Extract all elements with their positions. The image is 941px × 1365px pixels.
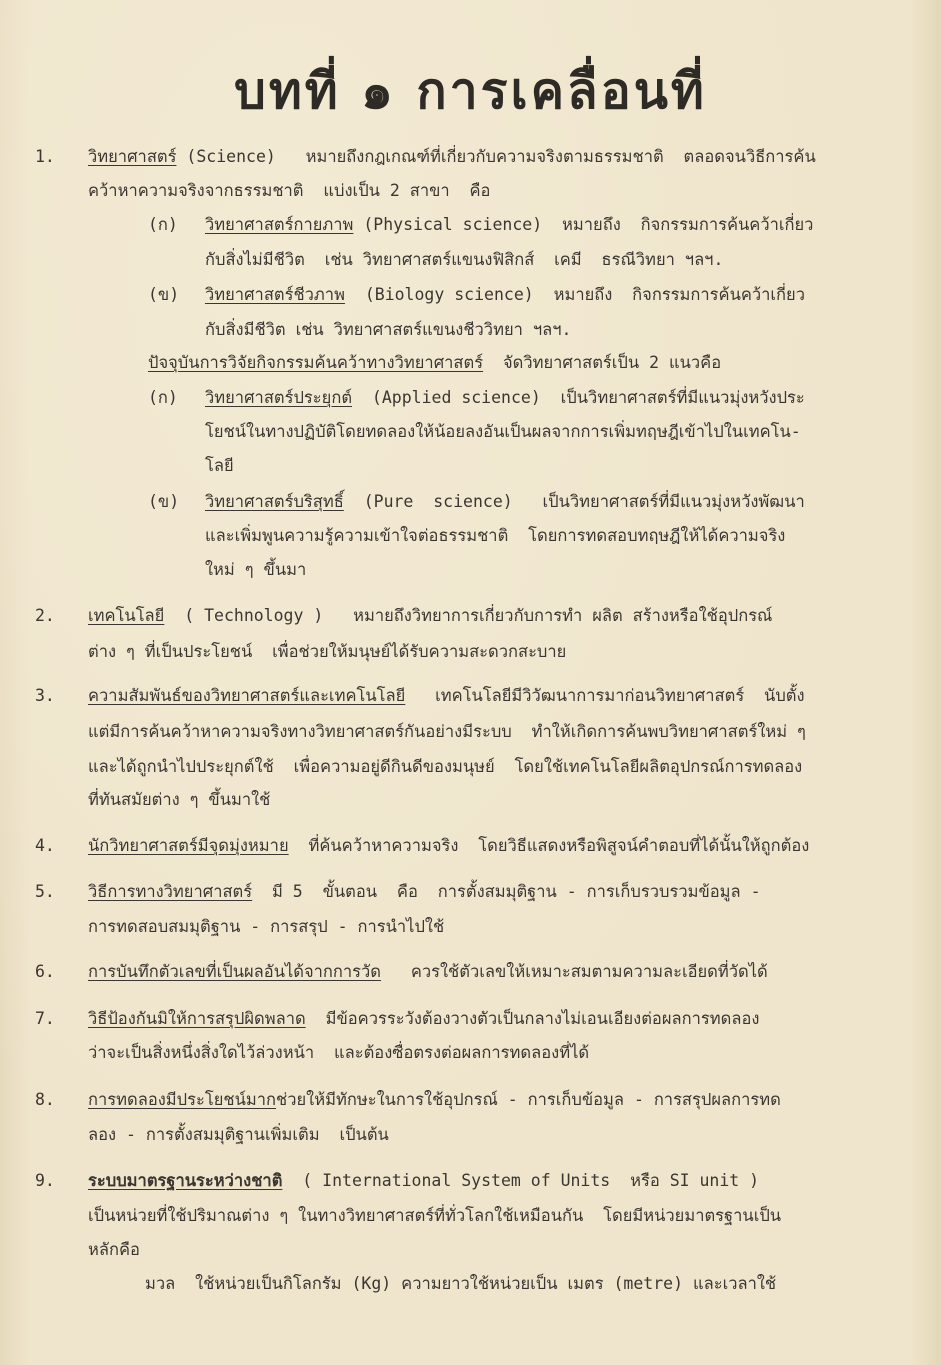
- subitem-continuation: และเพิ่มพูนความรู้ความเข้าใจต่อธรรมชาติ โดยการทดสอบทฤษฎีให้ได้ความจริง: [205, 526, 786, 545]
- subitem-line: [205, 284, 805, 306]
- section-heading: [148, 352, 721, 374]
- item-line: [88, 605, 772, 627]
- item-continuation: แต่มีการค้นคว้าหาความจริงทางวิทยาศาสตร์กันอย่างมีระบบ ทำให้เกิดการค้นพบวิทยาศาสตร์ใหม่ ๆ: [88, 722, 806, 741]
- item-line: [88, 835, 809, 857]
- subitem-line: [205, 214, 813, 236]
- item-text: มีข้อควรระวังต้องวางตัวเป็นกลางไม่เอนเอียงต่อผลการทดลอง: [305, 1009, 760, 1028]
- item-number: 9.: [35, 1171, 55, 1190]
- subitem-continuation: กับสิ่งมีชีวิต เช่น วิทยาศาสตร์แขนงชีววิทยา ฯลฯ.: [205, 320, 572, 339]
- item-number: 1.: [35, 147, 55, 166]
- item-term: วิธีป้องกันมิให้การสรุปผิดพลาด: [88, 1009, 306, 1028]
- item-term: การบันทึกตัวเลขที่เป็นผลอันได้จากการวัด: [88, 962, 382, 981]
- subitem-label: (ข): [148, 492, 180, 511]
- item-text: เทคโนโลยีมีวิวัฒนาการมาก่อนวิทยาศาสตร์ นับตั้ง: [405, 686, 805, 705]
- item-term: เทคโนโลยี: [88, 606, 165, 625]
- item-text: ( International System of Units หรือ SI unit ): [282, 1171, 760, 1190]
- item-text: ควรใช้ตัวเลขให้เหมาะสมตามความละเอียดที่วัดได้: [381, 962, 768, 981]
- subitem-text: (Pure science) เป็นวิทยาศาสตร์ที่มีแนวมุ่งหวังพัฒนา: [343, 492, 805, 511]
- item-line: [88, 1170, 759, 1192]
- item-line: [88, 881, 761, 903]
- item-line: [88, 961, 768, 983]
- item-continuation: ว่าจะเป็นสิ่งหนึ่งสิ่งใดไว้ล่วงหน้า และต้องซื่อตรงต่อผลการทดลองที่ได้: [88, 1043, 590, 1062]
- item-continuation: ต่าง ๆ ที่เป็นประโยชน์ เพื่อช่วยให้มนุษย์ได้รับความสะดวกสะบาย: [88, 642, 567, 661]
- item-continuation: คว้าหาความจริงจากธรรมชาติ แบ่งเป็น 2 สาขา คือ: [88, 181, 491, 200]
- item-line: [88, 1008, 759, 1030]
- item-text: (Science) หมายถึงกฎเกณฑ์ที่เกี่ยวกับความจริงตามธรรมชาติ ตลอดจนวิธีการค้น: [176, 147, 816, 166]
- subitem-term: วิทยาศาสตร์ประยุกต์: [205, 388, 353, 407]
- item-text: ( Technology ) หมายถึงวิทยาการเกี่ยวกับการทำ ผลิต สร้างหรือใช้อุปกรณ์: [164, 606, 773, 625]
- item-text: มี 5 ขั้นตอน คือ การตั้งสมมุติฐาน - การเก็บรวบรวมข้อมูล -: [252, 882, 761, 901]
- item-number: 7.: [35, 1009, 55, 1028]
- subitem-text: (Physical science) หมายถึง กิจกรรมการค้นคว้าเกี่ยว: [353, 215, 814, 234]
- subitem-continuation: ใหม่ ๆ ขึ้นมา: [205, 560, 307, 579]
- item-continuation: เป็นหน่วยที่ใช้ปริมาณต่าง ๆ ในทางวิทยาศาสตร์ที่ทั่วโลกใช้เหมือนกัน โดยมีหน่วยมาตรฐานเป็น: [88, 1206, 782, 1225]
- item-number: 6.: [35, 962, 55, 981]
- item-number: 3.: [35, 686, 55, 705]
- item-term: ระบบมาตรฐานระหว่างชาติ: [88, 1171, 283, 1190]
- heading-term: ปัจจุบันการวิจัยกิจกรรมค้นคว้าทางวิทยาศาสตร์: [148, 353, 484, 372]
- item-term: การทดลองมีประโยชน์มาก: [88, 1090, 277, 1109]
- subitem-text: (Biology science) หมายถึง กิจกรรมการค้นคว้าเกี่ยว: [344, 285, 805, 304]
- subitem-continuation: โลยี: [205, 456, 234, 475]
- item-continuation: หลักคือ: [88, 1240, 140, 1259]
- item-number: 4.: [35, 836, 55, 855]
- item-term: ความสัมพันธ์ของวิทยาศาสตร์และเทคโนโลยี: [88, 686, 406, 705]
- subitem-line: [205, 387, 805, 409]
- item-number: 2.: [35, 606, 55, 625]
- item-term: วิธีการทางวิทยาศาสตร์: [88, 882, 253, 901]
- item-number: 5.: [35, 882, 55, 901]
- subitem-term: วิทยาศาสตร์บริสุทธิ์: [205, 492, 344, 511]
- subitem-label: (ข): [148, 285, 180, 304]
- item-text: ที่ค้นคว้าหาความจริง โดยวิธีแสดงหรือพิสูจน์คำตอบที่ได้นั้นให้ถูกต้อง: [288, 836, 810, 855]
- item-continuation: และได้ถูกนำไปประยุกต์ใช้ เพื่อความอยู่ดีกินดีของมนุษย์ โดยใช้เทคโนโลยีผลิตอุปกรณ์การทดลอง: [88, 757, 803, 776]
- item-continuation: ลอง - การตั้งสมมุติฐานเพิ่มเติม เป็นต้น: [88, 1125, 389, 1144]
- item-term: วิทยาศาสตร์: [88, 147, 177, 166]
- item-line: [88, 1089, 781, 1111]
- item-line: [88, 146, 816, 168]
- item-text: ช่วยให้มีทักษะในการใช้อุปกรณ์ - การเก็บข้อมูล - การสรุปผลการทด: [276, 1090, 781, 1109]
- item-continuation: ที่ทันสมัยต่าง ๆ ขึ้นมาใช้: [88, 790, 271, 809]
- item-continuation: การทดสอบสมมุติฐาน - การสรุป - การนำไปใช้: [88, 917, 445, 936]
- subitem-text: (Applied science) เป็นวิทยาศาสตร์ที่มีแนวมุ่งหวังประ: [352, 388, 805, 407]
- subitem-term: วิทยาศาสตร์กายภาพ: [205, 215, 354, 234]
- item-number: 8.: [35, 1090, 55, 1109]
- chapter-title: บทที่ ๑ การเคลื่อนที่: [234, 62, 707, 120]
- item-indented-line: มวล ใช้หน่วยเป็นกิโลกรัม (Kg) ความยาวใช้หน่วยเป็น เมตร (metre) และเวลาใช้: [145, 1274, 777, 1293]
- subitem-label: (ก): [148, 388, 178, 407]
- subitem-continuation: โยชน์ในทางปฏิบัติโดยทดลองให้น้อยลงอันเป็นผลจากการเพิ่มทฤษฎีเข้าไปในเทคโน-: [205, 422, 801, 441]
- subitem-line: [205, 491, 805, 513]
- heading-text: จัดวิทยาศาสตร์เป็น 2 แนวคือ: [483, 353, 722, 372]
- subitem-term: วิทยาศาสตร์ชีวภาพ: [205, 285, 345, 304]
- item-line: [88, 685, 805, 707]
- item-term: นักวิทยาศาสตร์มีจุดมุ่งหมาย: [88, 836, 289, 855]
- subitem-continuation: กับสิ่งไม่มีชีวิต เช่น วิทยาศาสตร์แขนงฟิสิกส์ เคมี ธรณีวิทยา ฯลฯ.: [205, 250, 724, 269]
- subitem-label: (ก): [148, 215, 178, 234]
